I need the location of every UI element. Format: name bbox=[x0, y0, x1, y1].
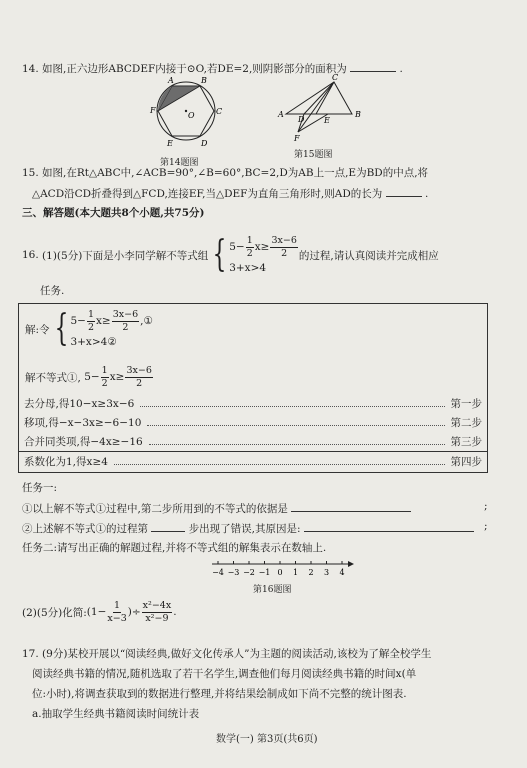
q15-number: 15. bbox=[22, 167, 39, 179]
label-d: D bbox=[201, 139, 208, 148]
fig15-caption: 第15题图 bbox=[294, 150, 333, 160]
q16-part2: (2)(5分)化简: (1− $\frac{1}{x-3}$ )÷ $\frac{\text{x²−4x}}{\text{x²−9}}$ . bbox=[22, 600, 177, 624]
fig14-caption: 第14题图 bbox=[160, 158, 199, 168]
work-solve-line: 解不等式①, 5− $\frac{1}{2}$ x≥ $\frac{3x-6}{2}$ bbox=[25, 365, 152, 389]
numberline-label: 3 bbox=[323, 568, 330, 577]
numberline-label: −1 bbox=[258, 568, 271, 577]
q17-line1: 17. (9分)某校开展以“阅读经典,做好文化传承人”为主题的阅读活动,该校为了解全校学生 bbox=[22, 648, 432, 660]
solution-box bbox=[18, 303, 488, 473]
task1-question2: ②上述解不等式①的过程第 步出现了错误,其原因是: bbox=[22, 520, 474, 536]
task1-q2-step-blank[interactable] bbox=[151, 520, 185, 532]
q16-part1-suffix: 的过程,请认真阅读并完成相应 bbox=[298, 249, 439, 262]
q16-inequality-system: { 5− $\frac{1}{2}$ x≥ $\frac{3x-6}{2}$ 3+x>4 bbox=[212, 234, 297, 275]
q14-number: 14. bbox=[22, 63, 39, 75]
q15-stem-1: 如图,在Rt△ABC中,∠ACB=90°,∠B=60°,BC=2,D为AB上一点,E为BD的中点,将 bbox=[42, 167, 429, 179]
task1-q1-blank[interactable] bbox=[291, 500, 411, 512]
q17-line4: a.抽取学生经典书籍阅读时间统计表 bbox=[32, 708, 200, 720]
numberline-label: 2 bbox=[308, 568, 314, 577]
label-f: F bbox=[150, 106, 156, 115]
task1-question1: ①以上解不等式①过程中,第二步所用到的不等式的依据是 bbox=[22, 500, 411, 516]
q15-answer-blank[interactable] bbox=[386, 185, 422, 197]
label-c: C bbox=[216, 107, 223, 116]
work-step-3: 合并同类项,得−4x≥−16 第三步 bbox=[24, 435, 482, 448]
fig16-caption: 第16题图 bbox=[253, 585, 292, 595]
label-e: E bbox=[167, 139, 173, 148]
label-f: F bbox=[294, 134, 300, 143]
number-line bbox=[210, 558, 355, 580]
numberline-label: 0 bbox=[277, 568, 283, 577]
label-c: C bbox=[332, 74, 339, 82]
numberline-label: 1 bbox=[292, 568, 299, 577]
numberline-label: −4 bbox=[212, 568, 224, 577]
q15-stem-2: △ACD沿CD折叠得到△FCD,连接EF,当△DEF为直角三角形时,则AD的长为 bbox=[32, 188, 383, 200]
q15-line1 bbox=[22, 165, 428, 180]
q17-line2: 阅读经典书籍的情况,随机选取了若干名学生,调查他们每月阅读经典书籍的时间x(单 bbox=[32, 668, 417, 680]
work-step-2: 移项,得−x−3x≥−6−10 第二步 bbox=[24, 416, 482, 429]
task2-text: 任务二:请写出正确的解题过程,并将不等式组的解集表示在数轴上. bbox=[22, 542, 327, 554]
work-step-1: 去分母,得10−x≥3x−6 第一步 bbox=[24, 397, 482, 410]
numberline-label: −2 bbox=[243, 568, 255, 577]
q14-answer-blank[interactable] bbox=[350, 60, 396, 72]
numberline-label: −3 bbox=[227, 568, 240, 577]
label-o: O bbox=[188, 111, 195, 120]
q15-end: . bbox=[424, 188, 429, 200]
task1-title: 任务一: bbox=[22, 482, 58, 494]
work-step-4: 系数化为1,得x≥4 第四步 bbox=[24, 455, 482, 468]
figure-15 bbox=[276, 74, 376, 144]
task1-q2-reason-blank[interactable] bbox=[304, 520, 474, 532]
label-e: E bbox=[324, 116, 330, 125]
q14-stem: 如图,正六边形ABCDEF内接于⊙O,若DE=2,则阴影部分的面积为 bbox=[42, 63, 347, 75]
label-b: B bbox=[201, 76, 207, 85]
q14-end: . bbox=[399, 63, 403, 75]
label-d: D bbox=[298, 115, 305, 124]
q17-line3: 位:小时),将调查获取到的数据进行整理,并将结果绘制成如下尚不完整的统计图表. bbox=[32, 688, 407, 700]
q16-part1-prefix: (1)(5分)下面是小李同学解不等式组 bbox=[42, 249, 209, 262]
label-a: A bbox=[168, 76, 174, 85]
label-a: A bbox=[278, 110, 284, 119]
page-footer: 数学(一) 第3页(共6页) bbox=[216, 734, 318, 745]
q16-task-line: 任务. bbox=[40, 285, 65, 297]
q16-number: 16. bbox=[22, 249, 39, 261]
q16-intro bbox=[22, 236, 439, 274]
figure-14 bbox=[140, 74, 240, 154]
q15-line2 bbox=[32, 185, 428, 201]
section3-title: 三、解答题(本大题共8个小题,共75分) bbox=[22, 207, 205, 219]
label-b: B bbox=[355, 110, 361, 119]
work-let-system: 解:令 { 5− $\frac{1}{2}$ x≥ $\frac{3x-6}{2}$ ,① 3+x>4② bbox=[25, 308, 153, 349]
numberline-label: 4 bbox=[339, 568, 345, 577]
